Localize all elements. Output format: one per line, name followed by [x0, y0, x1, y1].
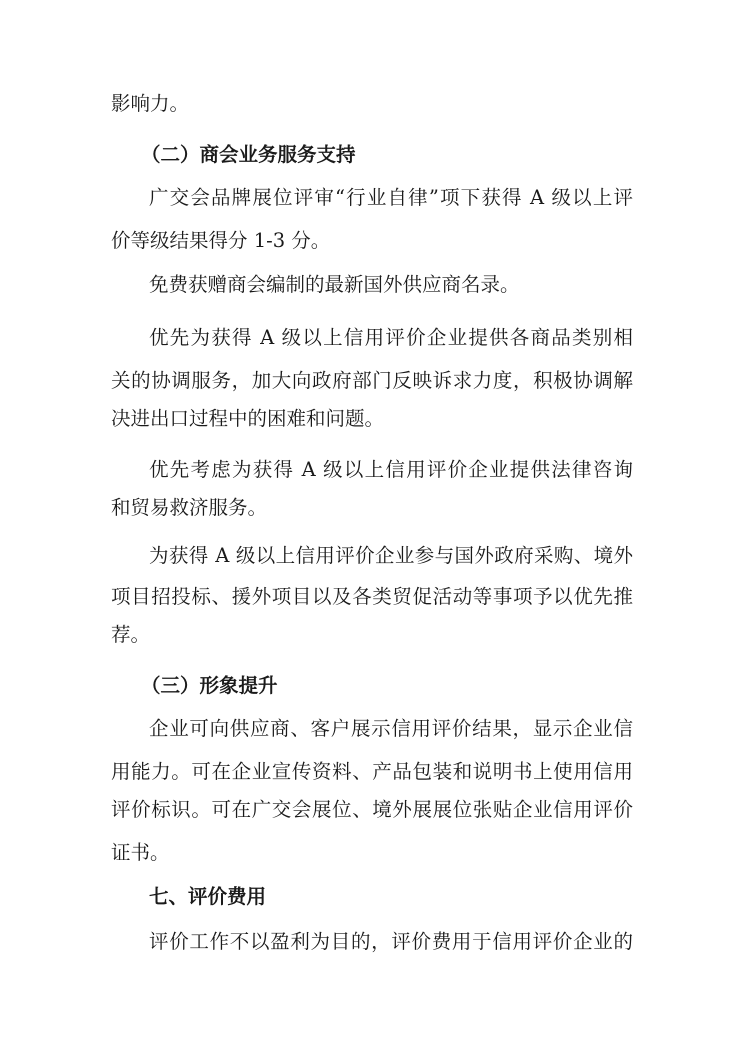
paragraph-line: 项目招投标、援外项目以及各类贸促活动等事项予以优先推	[111, 585, 633, 608]
paragraph-line: 和贸易救济服务。	[111, 496, 268, 519]
section-heading-business-support: （二）商会业务服务支持	[141, 143, 356, 166]
paragraph-line: 影响力。	[111, 92, 190, 115]
paragraph-line: 证书。	[111, 841, 170, 864]
paragraph-line: 用能力。可在企业宣传资料、产品包装和说明书上使用信用	[111, 760, 633, 783]
paragraph-line: 价等级结果得分 1-3 分。	[111, 229, 331, 252]
paragraph-line: 企业可向供应商、客户展示信用评价结果，显示企业信	[149, 717, 633, 740]
section-heading-evaluation-fees: 七、评价费用	[149, 885, 267, 908]
paragraph-line: 关的协调服务，加大向政府部门反映诉求力度，积极协调解	[111, 369, 633, 392]
paragraph-line: 优先考虑为获得 A 级以上信用评价企业提供法律咨询	[149, 458, 633, 481]
paragraph-line: 优先为获得 A 级以上信用评价企业提供各商品类别相	[149, 326, 633, 349]
paragraph-line: 决进出口过程中的困难和问题。	[111, 407, 385, 430]
paragraph-line: 广交会品牌展位评审“行业自律”项下获得 A 级以上评	[149, 186, 633, 209]
paragraph-line: 评价标识。可在广交会展位、境外展展位张贴企业信用评价	[111, 798, 633, 821]
paragraph-line: 免费获赠商会编制的最新国外供应商名录。	[149, 273, 520, 296]
paragraph-line: 荐。	[111, 623, 151, 646]
paragraph-line: 为获得 A 级以上信用评价企业参与国外政府采购、境外	[149, 544, 633, 567]
section-heading-image-enhancement: （三）形象提升	[141, 674, 278, 697]
paragraph-line: 评价工作不以盈利为目的，评价费用于信用评价企业的	[149, 930, 633, 953]
